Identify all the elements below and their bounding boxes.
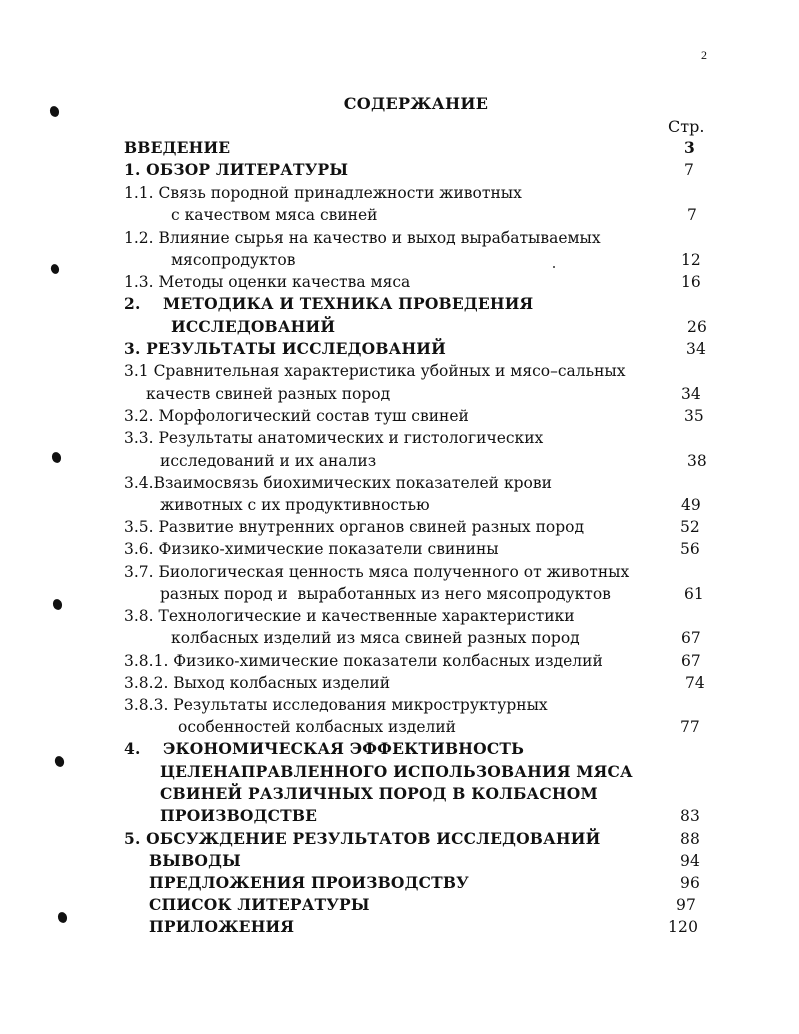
toc-entry-text: 1. ОБЗОР ЛИТЕРАТУРЫ	[124, 160, 349, 179]
toc-entry-text: 3.8.1. Физико-химические показатели колбасных изделий	[124, 652, 603, 670]
toc-entry	[0, 672, 799, 694]
toc-entry-text: 3.8.2. Выход колбасных изделий	[124, 674, 391, 692]
toc-entry	[0, 338, 799, 360]
toc-entry-page: 49	[681, 496, 701, 514]
toc-entry-text: с качеством мяса свиней	[171, 206, 378, 224]
toc-entry-page: 120	[668, 918, 699, 936]
toc-entry-text: особенностей колбасных изделий	[178, 718, 456, 736]
toc-entry-text: животных с их продуктивностью	[160, 496, 430, 514]
toc-entry-text: ВЫВОДЫ	[149, 851, 241, 870]
toc-entry	[0, 805, 799, 827]
toc-entry	[0, 227, 799, 249]
toc-entry	[0, 894, 799, 916]
toc-entry-page: 96	[680, 874, 701, 892]
toc-entry	[0, 249, 799, 271]
toc-entry	[0, 694, 799, 716]
toc-entry	[0, 360, 799, 382]
toc-entry-text: 3.6. Физико-химические показатели свинины	[124, 540, 499, 558]
toc-entry	[0, 516, 799, 538]
toc-entry-page: 26	[687, 318, 708, 336]
toc-entry	[0, 271, 799, 293]
toc-entry-text: СВИНЕЙ РАЗЛИЧНЫХ ПОРОД В КОЛБАСНОМ	[160, 784, 598, 803]
toc-entry	[0, 538, 799, 560]
toc-entry	[0, 583, 799, 605]
toc-entry-page: 61	[684, 585, 704, 603]
toc-entry-page: 67	[681, 652, 701, 670]
toc-entry-page: 67	[681, 629, 701, 647]
toc-entry-text: 5. ОБСУЖДЕНИЕ РЕЗУЛЬТАТОВ ИССЛЕДОВАНИЙ	[124, 829, 601, 848]
page-column-label: Стр.	[668, 117, 705, 136]
toc-entry-page: 7	[687, 206, 697, 224]
toc-entry-text: 3.3. Результаты анатомических и гистологических	[124, 429, 544, 447]
toc-entry-page: 34	[681, 385, 701, 403]
toc-entry	[0, 627, 799, 649]
toc-entry-text: 3.8.3. Результаты исследования микроструктурных	[124, 696, 548, 714]
toc-entry	[0, 427, 799, 449]
toc-entry	[0, 561, 799, 583]
toc-entry	[0, 916, 799, 938]
toc-entry	[0, 383, 799, 405]
toc-entry-text: исследований и их анализ	[160, 452, 377, 470]
toc-entry	[0, 850, 799, 872]
toc-entry	[0, 828, 799, 850]
toc-entry-text: 1.2. Влияние сырья на качество и выход вырабатываемых	[124, 229, 601, 247]
toc-entry-page: 35	[684, 407, 704, 425]
toc-entry	[0, 783, 799, 805]
toc-entry-text: 3. РЕЗУЛЬТАТЫ ИССЛЕДОВАНИЙ	[124, 339, 446, 358]
toc-entry-text: качеств свиней разных пород	[146, 385, 391, 403]
toc-entry-text: 3.5. Развитие внутренних органов свиней разных пород	[124, 518, 585, 536]
toc-entry-text: 3.4.Взаимосвязь биохимических показателей крови	[124, 474, 552, 492]
toc-entry-text: ПРОИЗВОДСТВЕ	[160, 806, 318, 825]
toc-entry	[0, 761, 799, 783]
toc-entry-page: 77	[680, 718, 700, 736]
toc-entry-text: ИССЛЕДОВАНИЙ	[171, 317, 336, 336]
page-number: 2	[701, 48, 707, 62]
toc-entry-text: 2. МЕТОДИКА И ТЕХНИКА ПРОВЕДЕНИЯ	[124, 294, 534, 313]
toc-entry	[0, 472, 799, 494]
toc-entry-page: 12	[681, 251, 701, 269]
toc-entry	[0, 872, 799, 894]
toc-entry	[0, 716, 799, 738]
toc-entry-text: ПРИЛОЖЕНИЯ	[149, 917, 295, 936]
toc-entry-page: 97	[676, 896, 697, 914]
toc-entry	[0, 605, 799, 627]
toc-entry	[0, 450, 799, 472]
toc-entry-text: разных пород и выработанных из него мясопродуктов	[160, 585, 611, 603]
toc-entry-page: 52	[680, 518, 700, 536]
toc-entry-text: ЦЕЛЕНАПРАВЛЕННОГО ИСПОЛЬЗОВАНИЯ МЯСА	[160, 762, 633, 781]
toc-entry-text: 3.1 Сравнительная характеристика убойных и мясо–сальных	[124, 362, 626, 380]
toc-entry	[0, 405, 799, 427]
toc-entry-text: 1.3. Методы оценки качества мяса	[124, 273, 411, 291]
toc-entry-text: СПИСОК ЛИТЕРАТУРЫ	[149, 895, 370, 914]
toc-entry-text: мясопродуктов	[171, 251, 296, 269]
toc-entry-page: 88	[680, 830, 701, 848]
toc-entry-text: колбасных изделий из мяса свиней разных пород	[171, 629, 580, 647]
toc-entry-text: 3.7. Биологическая ценность мяса полученного от животных	[124, 563, 630, 581]
toc-entry-text: 3.8. Технологические и качественные характеристики	[124, 607, 575, 625]
toc-entry-page: 16	[681, 273, 701, 291]
toc-entry-page: 74	[685, 674, 705, 692]
toc-entry-text: 1.1. Связь породной принадлежности животных	[124, 184, 522, 202]
toc-entry	[0, 316, 799, 338]
toc-entry	[0, 182, 799, 204]
toc-entry	[0, 137, 799, 159]
toc-entry-page: 83	[680, 807, 701, 825]
toc-entry-page: 94	[680, 852, 701, 870]
scan-speck	[553, 266, 555, 268]
toc-entry	[0, 204, 799, 226]
toc-entry-page: 3	[684, 138, 695, 157]
toc-entry	[0, 738, 799, 760]
toc-entry-page: 38	[687, 452, 707, 470]
toc-entry-text: ПРЕДЛОЖЕНИЯ ПРОИЗВОДСТВУ	[149, 873, 469, 892]
toc-entry-text: 3.2. Морфологический состав туш свиней	[124, 407, 469, 425]
toc-entry	[0, 293, 799, 315]
page-title: СОДЕРЖАНИЕ	[343, 94, 489, 113]
toc-entry	[0, 159, 799, 181]
toc-entry-text: 4. ЭКОНОМИЧЕСКАЯ ЭФФЕКТИВНОСТЬ	[124, 739, 525, 758]
toc-entry	[0, 494, 799, 516]
toc-entry-page: 34	[686, 340, 707, 358]
toc-entry-page: 56	[680, 540, 700, 558]
toc-entry	[0, 650, 799, 672]
toc-entry-text: ВВЕДЕНИЕ	[124, 138, 231, 157]
toc-entry-page: 7	[684, 161, 695, 179]
